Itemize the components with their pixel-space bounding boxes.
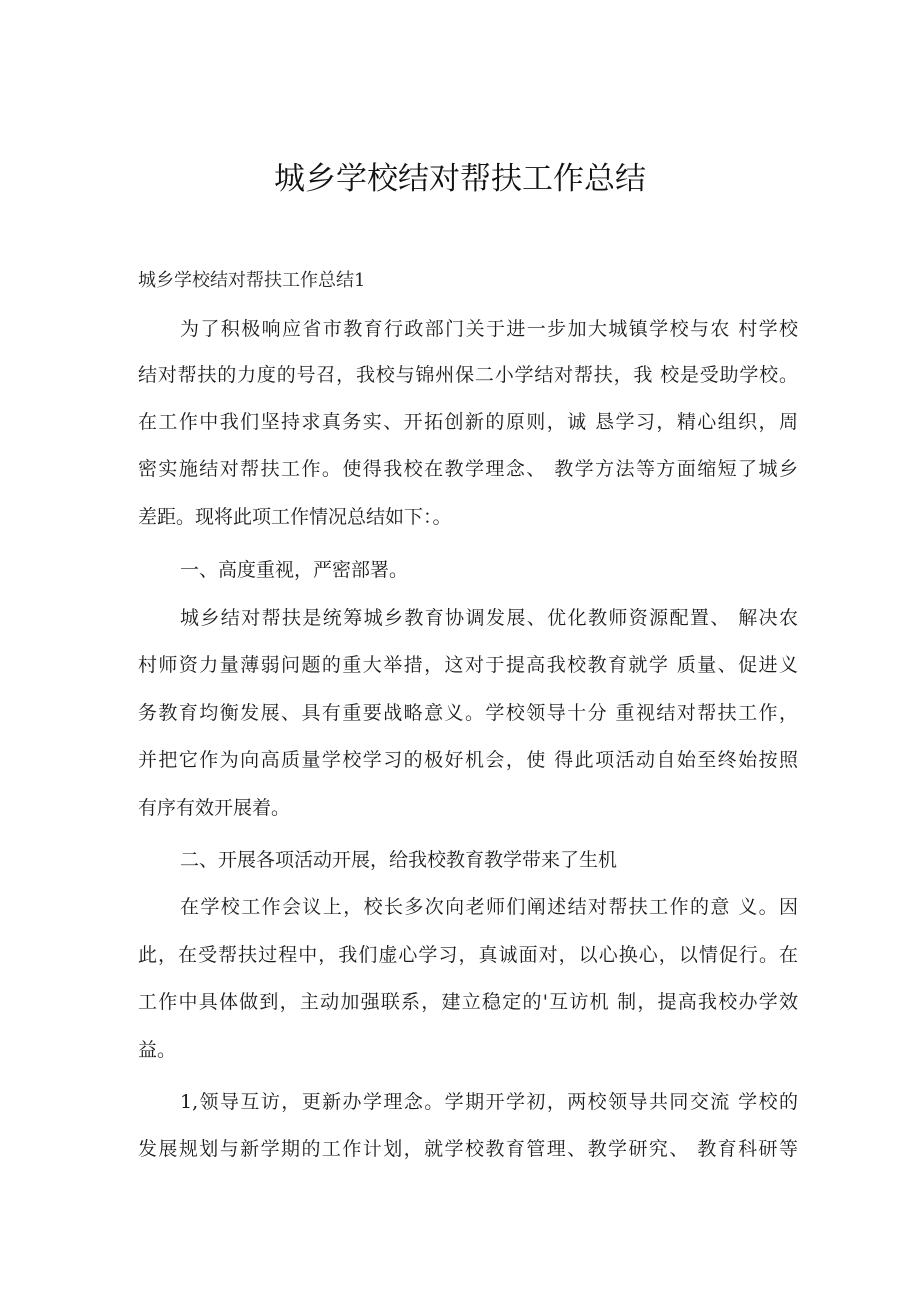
paragraph-line: 在学校工作会议上，校长多次向老师们阐述结对帮扶工作的意 义。因 (180, 896, 798, 918)
section-heading: 一、高度重视，严密部署。 (180, 559, 409, 581)
paragraph-line: 为了积极响应省市教育行政部门关于进一步加大城镇学校与农 村学校 (180, 318, 798, 340)
paragraph-line: 结对帮扶的力度的号召，我校与锦州保二小学结对帮扶，我 校是受助学校。 (138, 364, 798, 386)
paragraph-line: 工作中具体做到，主动加强联系，建立稳定的'互访机 制，提高我校办学效 (138, 991, 798, 1013)
paragraph-line: 密实施结对帮扶工作。使得我校在教学理念、 教学方法等方面缩短了城乡 (138, 458, 798, 480)
paragraph-line: 城乡结对帮扶是统筹城乡教育协调发展、优化教师资源配置、 解决农 (180, 607, 798, 629)
paragraph-line: 有序有效开展着。 (138, 797, 291, 819)
section-heading: 二、开展各项活动开展，给我校教育教学带来了生机 (180, 849, 618, 871)
paragraph-line: 在工作中我们坚持求真务实、开拓创新的原则，诚 恳学习，精心组织，周 (138, 411, 798, 433)
document-subheading: 城乡学校结对帮扶工作总结1 (138, 270, 366, 291)
paragraph-line: 并把它作为向高质量学校学习的极好机会，使 得此项活动自始至终始按照 (138, 749, 798, 771)
paragraph-line: 发展规划与新学期的工作计划，就学校教育管理、教学研究、 教育科研等 (138, 1138, 798, 1160)
paragraph-line: 此，在受帮扶过程中，我们虚心学习，真诚面对，以心换心，以情促行。在 (138, 944, 798, 966)
paragraph-line: 1,领导互访，更新办学理念。学期开学初，两校领导共同交流 学校的 (180, 1091, 798, 1113)
paragraph-line: 务教育均衡发展、具有重要战略意义。学校领导十分 重视结对帮扶工作， (138, 702, 798, 724)
document-title: 城乡学校结对帮扶工作总结 (274, 161, 646, 197)
paragraph-line: 益。 (138, 1039, 177, 1061)
paragraph-line: 差距。现将此项工作情况总结如下：。 (138, 506, 452, 528)
paragraph-line: 村师资力量薄弱问题的重大举措，这对于提高我校教育就学 质量、促进义 (138, 654, 798, 676)
